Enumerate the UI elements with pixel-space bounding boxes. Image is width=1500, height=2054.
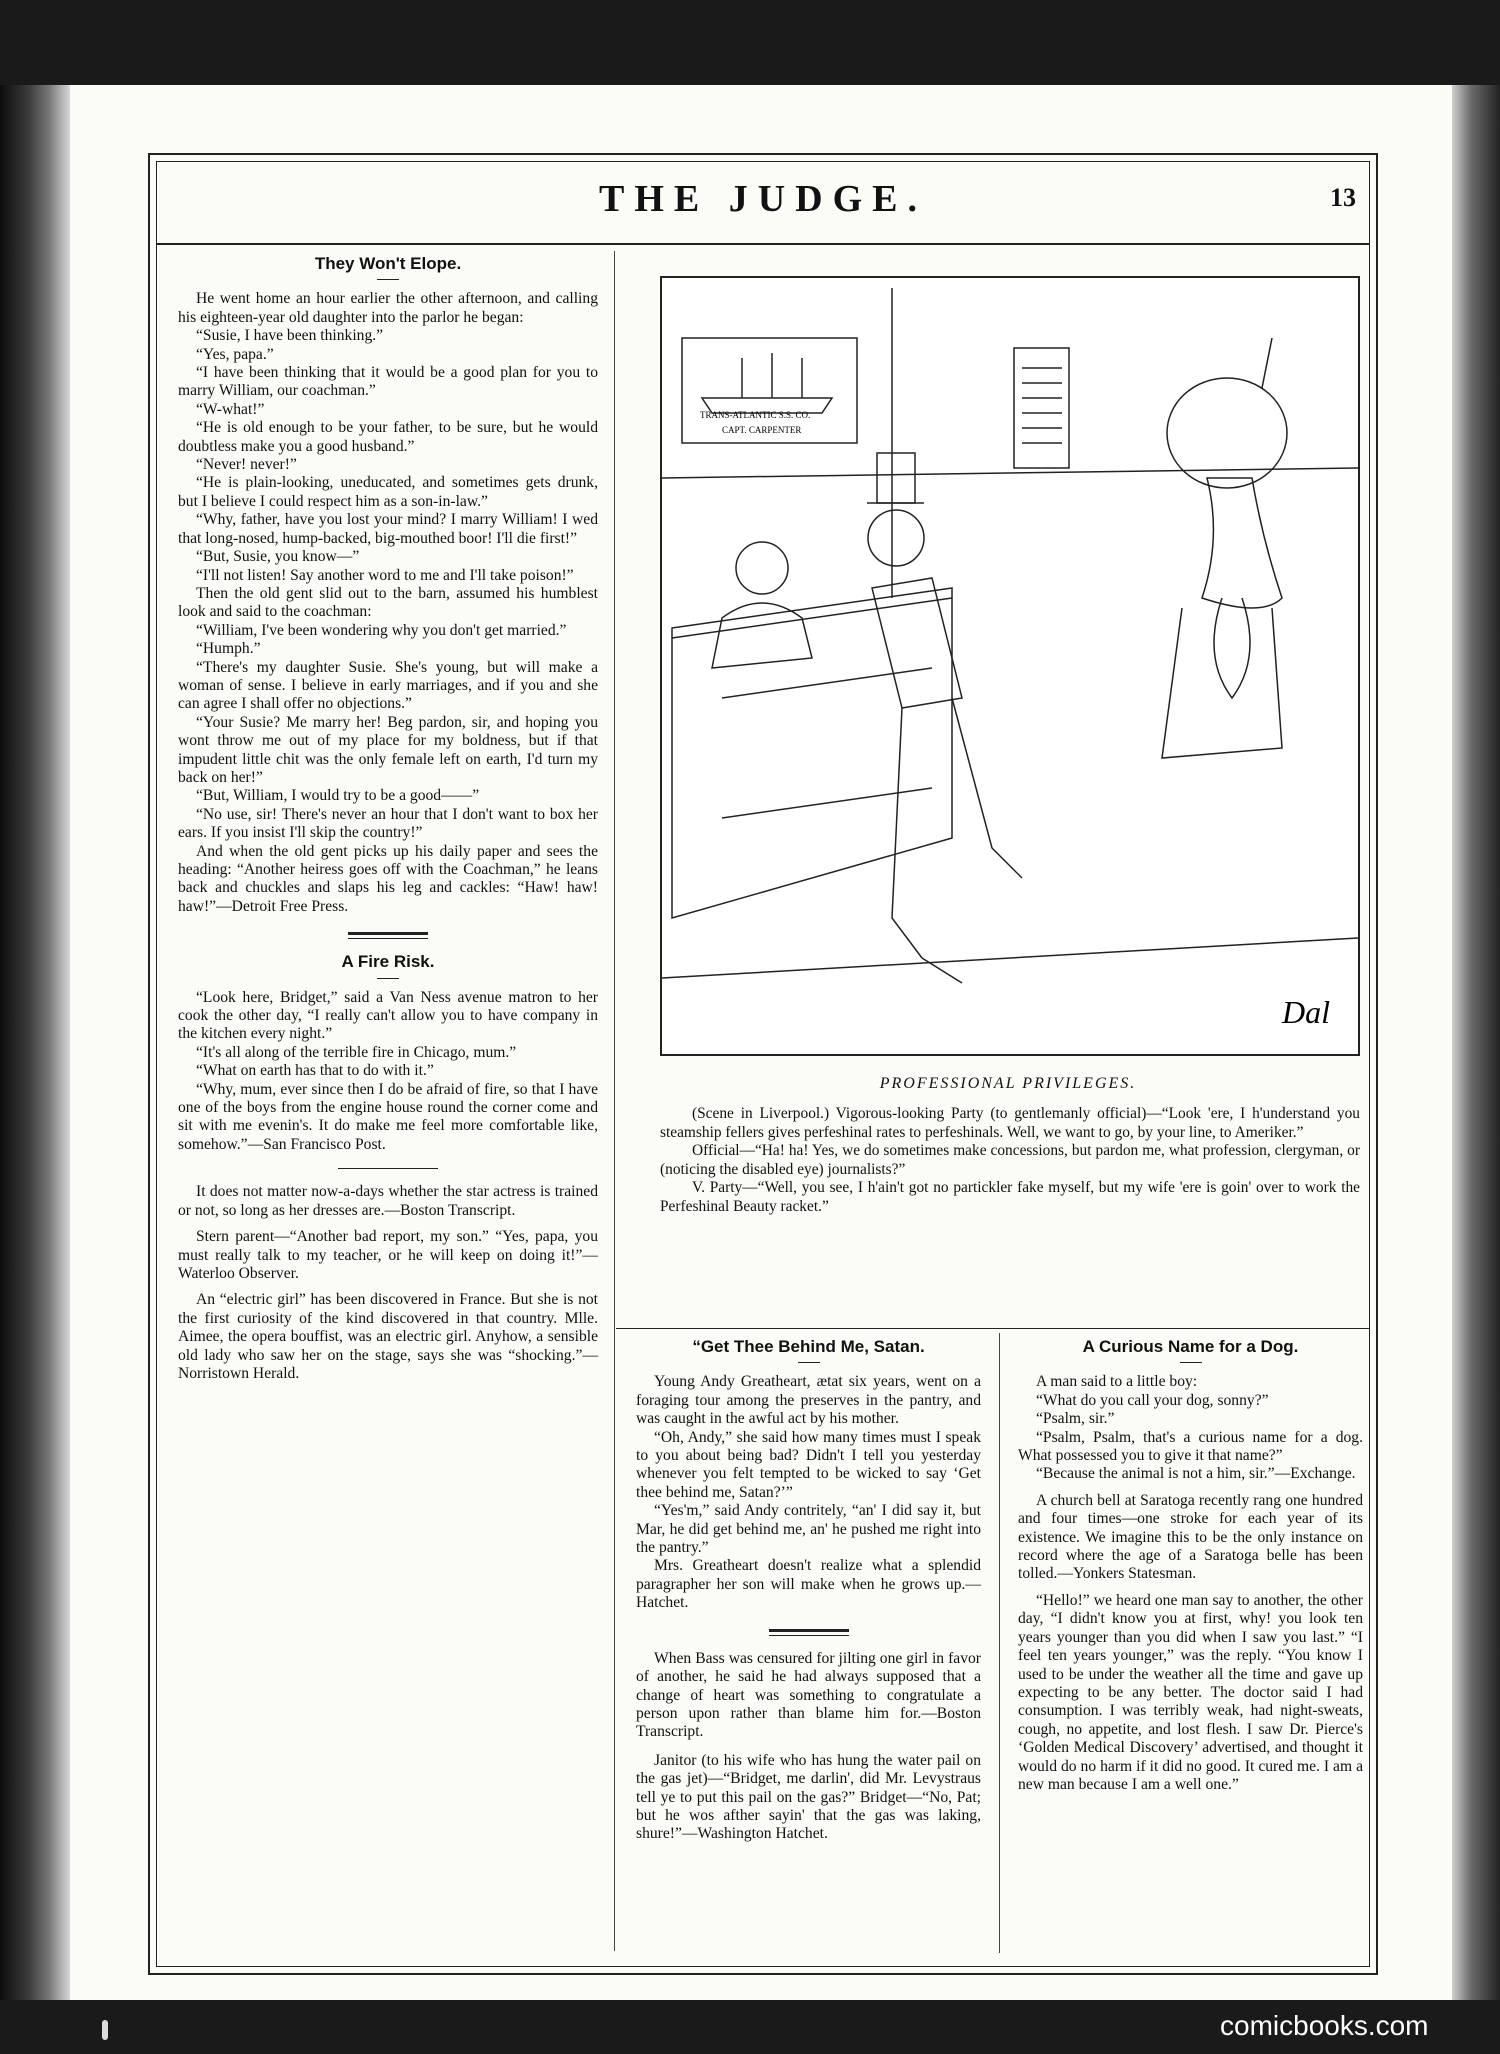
column-rule	[614, 251, 615, 1951]
ship-poster-line-2: CAPT. CARPENTER	[722, 425, 802, 435]
paragraph: “He is old enough to be your father, to be sure, but he would doubtless make you a good husband.”	[178, 419, 598, 455]
page-number: 13	[1330, 183, 1356, 212]
paragraph: “It's all along of the terrible fire in Chicago, mum.”	[196, 1043, 517, 1061]
paragraph: “I'll not listen! Say another word to me and I'll take poison!”	[196, 566, 574, 584]
paragraph: “Hello!” we heard one man say to another, the other day, “I didn't know you at first, why! you look ten years younger than you did when I saw you last.” “I feel ten years younger,” was the reply. “You know I used to be under the weather all the time and gave up expecting to be any better. The doctor said I had consumption. I was terribly weak, had night-sweats, cough, no appetite, and lost flesh. I saw Dr. Pierce's ‘Golden Medical Discovery’ advertised, and thought it would do no harm if it did no good. It cured me. I am a new man because I am a well one.”	[1018, 1591, 1363, 1793]
paragraph: “Oh, Andy,” she said how many times must I speak to you about being bad? Didn't I tell you yesterday whenever you felt tempted to be wicked to say ‘Get thee behind me, Satan?’”	[636, 1428, 981, 1501]
scan-mark	[102, 2020, 108, 2040]
article-title-fire-risk: A Fire Risk.	[341, 952, 435, 972]
paragraph: “Look here, Bridget,” said a Van Ness avenue matron to her cook the other day, “I really can't allow you to have company in the kitchen every night.”	[178, 988, 598, 1043]
paragraph: “What on earth has that to do with it.”	[196, 1062, 434, 1080]
masthead	[150, 155, 1376, 243]
paragraph: “William, I've been wondering why you don't get married.”	[196, 621, 567, 639]
magazine-page	[70, 85, 1452, 2000]
paragraph: A church bell at Saratoga recently rang one hundred and four times—one stroke for each year of its existence. We imagine this to be the only instance on record where the age of a Saratoga belle has been tolled.—Yonkers Statesman.	[1018, 1491, 1363, 1583]
paragraph: “But, William, I would try to be a good——”	[196, 787, 480, 805]
paragraph: It does not matter now-a-days whether the star actress is trained or not, so long as her dresses are.—Boston Transcript.	[178, 1183, 598, 1219]
paragraph: When Bass was censured for jilting one girl in favor of another, he said he had always supposed that a change of heart was something to congratulate a person upon rather than blame him for.—Boston Transcript.	[636, 1649, 981, 1741]
paragraph: “What do you call your dog, sonny?”	[1036, 1391, 1269, 1409]
paragraph: “Why, mum, ever since then I do be afraid of fire, so that I have one of the boys from the engine house round the corner come and sit with me evenin's. It do make me feel more comfortable like, somehow.”—San Francisco Post.	[178, 1080, 598, 1153]
section-divider	[348, 932, 428, 939]
caption-paragraph: (Scene in Liverpool.) Vigorous-looking Party (to gentlemanly official)—“Look 'ere, I h'understand you steamship fellers gives perfeshinal rates to perfeshinals. Well, we want to go, by your line, to Ameriker.”	[660, 1105, 1360, 1141]
cartoon-caption	[660, 1105, 1360, 1216]
paragraph: “He is plain-looking, uneducated, and sometimes gets drunk, but I believe I could respect him as a son-in-law.”	[178, 474, 598, 510]
paragraph: He went home an hour earlier the other afternoon, and calling his eighteen-year old daughter into the parlor he began:	[178, 290, 598, 326]
paragraph: Janitor (to his wife who has hung the water pail on the gas jet)—“Bridget, me darlin', did Mr. Levystraus tell ye to put this pail on the gas?” Bridget—“No, Pat; but he wos afther sayin' that the gas was laking, shure!”—Washington Hatchet.	[636, 1751, 981, 1843]
section-rule	[616, 1328, 1370, 1329]
masthead-title: THE JUDGE.	[598, 178, 928, 220]
paragraph: Young Andy Greatheart, ætat six years, went on a foraging tour among the preserves in the pantry, and was caught in the awful act by his mother.	[636, 1373, 981, 1428]
article-title-dog: A Curious Name for a Dog.	[1082, 1337, 1299, 1356]
cartoon-drawing	[662, 278, 1358, 1054]
paragraph: “I have been thinking that it would be a good plan for you to marry William, our coachman.”	[178, 364, 598, 400]
paragraph: “Humph.”	[196, 640, 261, 658]
paragraph: “Never! never!”	[196, 456, 297, 474]
column-rule	[999, 1333, 1000, 1953]
column-right	[1018, 1338, 1363, 1794]
paragraph: “Susie, I have been thinking.”	[196, 327, 384, 345]
paragraph: “Psalm, sir.”	[1036, 1410, 1115, 1428]
paragraph: And when the old gent picks up his daily paper and sees the heading: “Another heiress goes off with the Coachman,” he leans back and chuckles and slaps his leg and cackles: “Haw! haw! haw!”—Detroit Free Press.	[178, 842, 598, 915]
paragraph: “Psalm, Psalm, that's a curious name for a dog. What possessed you to give it that name?”	[1018, 1428, 1363, 1465]
paragraph: “Because the animal is not a him, sir.”—Exchange.	[1036, 1465, 1356, 1483]
masthead-rule	[156, 243, 1370, 245]
cartoon-illustration	[660, 276, 1360, 1056]
book-spine	[0, 85, 70, 2000]
article-title-satan: “Get Thee Behind Me, Satan.	[692, 1337, 925, 1356]
section-divider	[338, 1168, 438, 1169]
column-left	[178, 255, 598, 1383]
paragraph: “Why, father, have you lost your mind? I marry William! I wed that long-nosed, hump-backed, big-mouthed boor! I'll die first!”	[178, 511, 598, 547]
ship-poster-line-1: TRANS-ATLANTIC S.S. CO.	[700, 410, 811, 420]
page-border	[148, 153, 1378, 1975]
paragraph: Stern parent—“Another bad report, my son.” “Yes, papa, you must really talk to my teacher, or he will keep on doing it!”—Waterloo Observer.	[178, 1228, 598, 1282]
section-divider	[769, 1629, 849, 1636]
article-title-elope: They Won't Elope.	[314, 254, 462, 273]
page-edge	[1452, 85, 1500, 2000]
paragraph: Mrs. Greatheart doesn't realize what a splendid paragrapher her son will make when he grows up.—Hatchet.	[636, 1557, 981, 1612]
paragraph: “Yes'm,” said Andy contritely, “an' I did say it, but Mar, he did get behind me, an' he pushed me right into the pantry.”	[636, 1502, 981, 1557]
paragraph: An “electric girl” has been discovered in France. But she is not the first curiosity of the kind discovered in that country. Mlle. Aimee, the opera bouffist, was an electric girl. Anyhow, a sensible old lady who saw her on the stage, says she was “shocking.”—Norristown Herald.	[178, 1291, 598, 1382]
cartoon-title: PROFESSIONAL PRIVILEGES.	[879, 1075, 1137, 1092]
artist-signature: Dal	[1282, 994, 1330, 1030]
caption-paragraph: Official—“Ha! ha! Yes, we do sometimes make concessions, but pardon me, what profession, clergyman, or (noticing the disabled eye) journalists?”	[660, 1142, 1360, 1178]
paragraph: Then the old gent slid out to the barn, assumed his humblest look and said to the coachman:	[178, 584, 598, 621]
paragraph: A man said to a little boy:	[1036, 1373, 1198, 1391]
paragraph: “But, Susie, you know—”	[196, 548, 360, 566]
paragraph: “W-what!”	[196, 400, 265, 418]
paragraph: “Yes, papa.”	[196, 345, 274, 363]
paragraph: “There's my daughter Susie. She's young, but will make a woman of sense. I believe in early marriages, and if you and she can agree I shall offer no objections.”	[178, 658, 598, 713]
paragraph: “No use, sir! There's never an hour that I don't want to box her ears. If you insist I'll skip the country!”	[178, 805, 598, 842]
paragraph: “Your Susie? Me marry her! Beg pardon, sir, and hoping you wont throw me out of my place for my boldness, but if that impudent little chit was the only female left on earth, I'd turn my back on her!”	[178, 713, 598, 786]
watermark: comicbooks.com	[1220, 2010, 1429, 2041]
column-middle	[636, 1338, 981, 1844]
caption-paragraph: V. Party—“Well, you see, I h'ain't got no partickler fake myself, but my wife 'ere is goin' over to work the Perfeshinal Beauty racket.”	[660, 1179, 1360, 1215]
